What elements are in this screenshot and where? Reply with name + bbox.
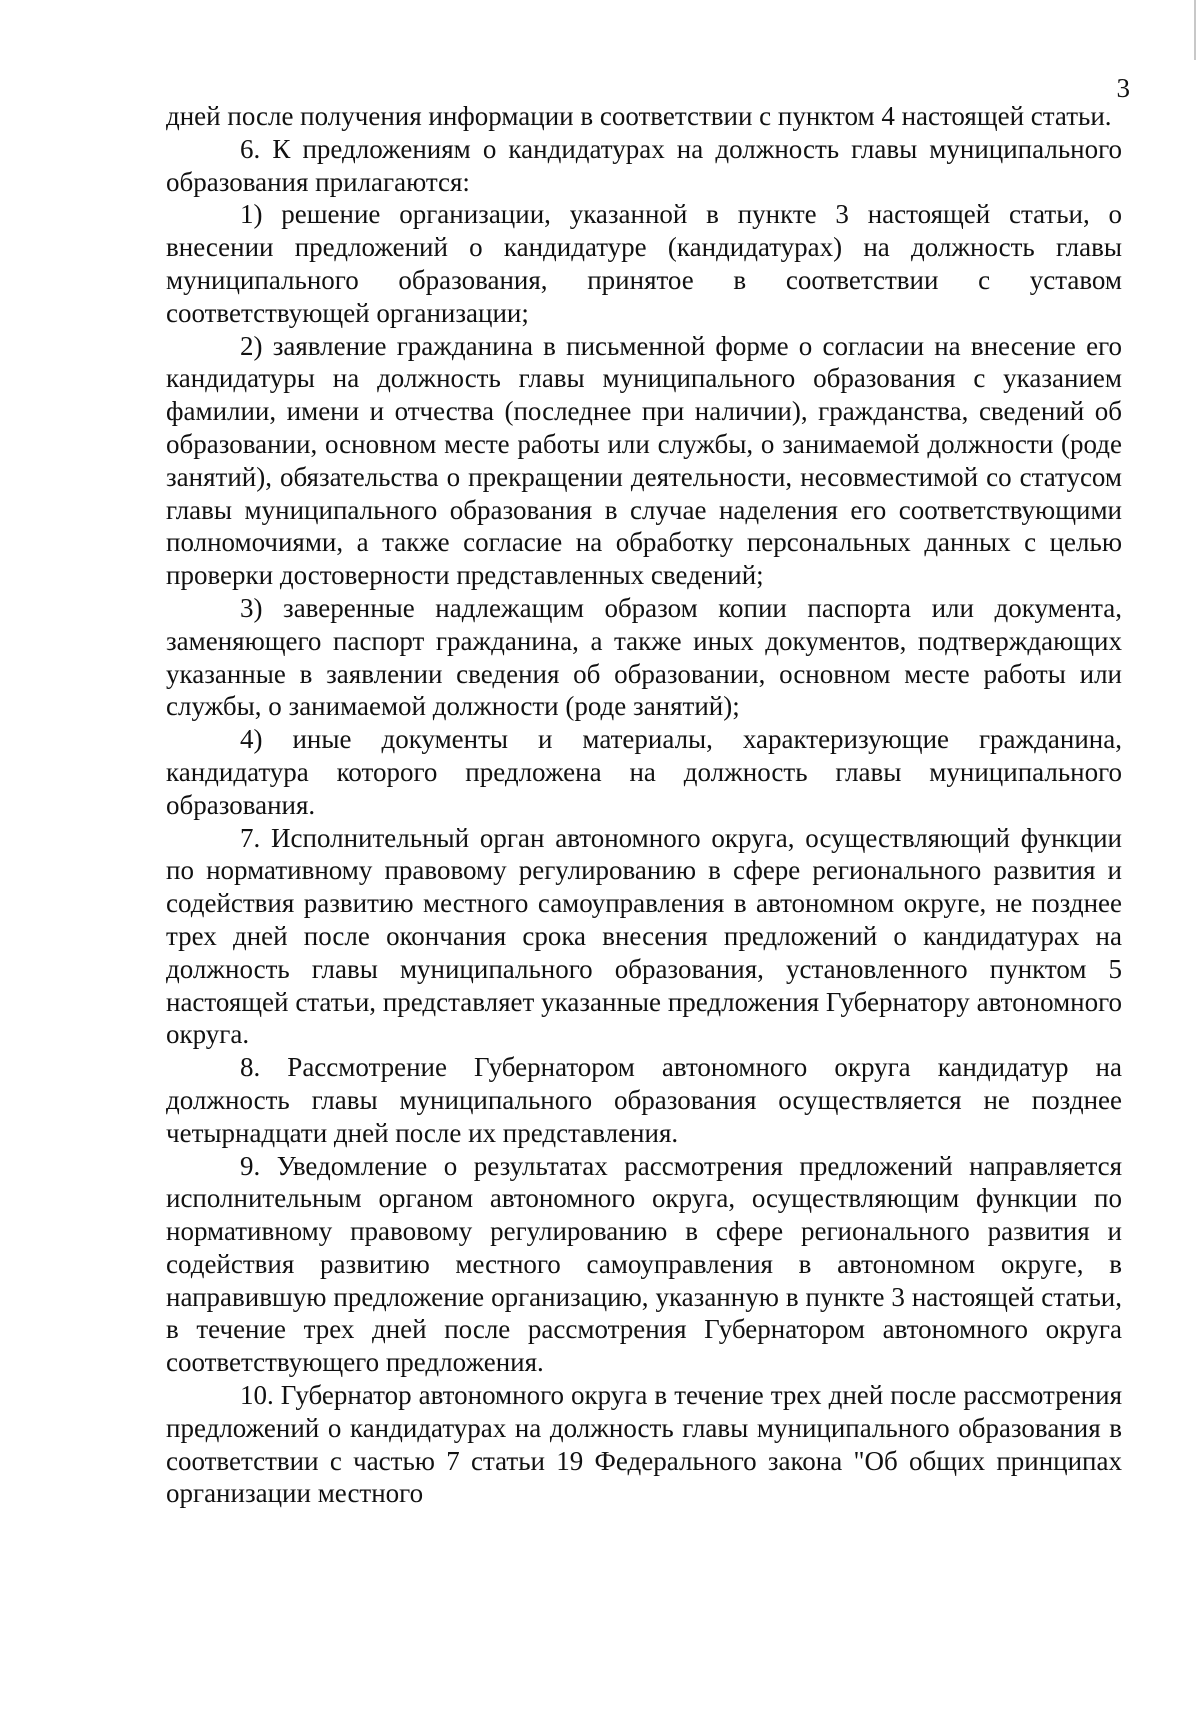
scan-edge-mark <box>1194 0 1196 60</box>
paragraph-clause-7: 7. Исполнительный орган автономного округа, осуществляющий функции по нормативному правовому регулированию в сфере регионального развития и содействия развитию местного самоуправления в автономном округе, не позднее трех дней после окончания срока внесения предложений о кандидатурах на должность главы муниципального образования, установленного пунктом 5 настоящей статьи, представляет указанные предложения Губернатору автономного округа. <box>166 822 1122 1050</box>
document-body <box>166 100 1122 1510</box>
paragraph-item-2: 2) заявление гражданина в письменной форме о согласии на внесение его кандидатуры на должность главы муниципального образования с указанием фамилии, имени и отчества (последнее при наличии), гражданства, сведений об образовании, основном месте работы или службы, о занимаемой должности (роде занятий), обязательства о прекращении деятельности, несовместимой со статусом главы муниципального образования в случае наделения его соответствующими полномочиями, а также согласие на обработку персональных данных с целью проверки достоверности представленных сведений; <box>166 330 1122 591</box>
paragraph-continuation: дней после получения информации в соответствии с пунктом 4 настоящей статьи. <box>166 101 1112 131</box>
paragraph-clause-8: 8. Рассмотрение Губернатором автономного округа кандидатур на должность главы муниципального образования осуществляется не позднее четырнадцати дней после их представления. <box>166 1052 1122 1148</box>
paragraph-item-4: 4) иные документы и материалы, характеризующие гражданина, кандидатура которого предложена на должность главы муниципального образования. <box>166 724 1122 820</box>
paragraph-clause-9: 9. Уведомление о результатах рассмотрения предложений направляется исполнительным органом автономного округа, осуществляющим функции по нормативному правовому регулированию в сфере регионального развития и содействия развитию местного самоуправления в автономном округе, в направившую предложение организацию, указанную в пункте 3 настоящей статьи, в течение трех дней после рассмотрения Губернатором автономного округа соответствующего предложения. <box>166 1150 1122 1378</box>
paragraph-item-1: 1) решение организации, указанной в пункте 3 настоящей статьи, о внесении предложений о кандидатуре (кандидатурах) на должность главы муниципального образования, принятое в соответствии с уставом соответствующей организации; <box>166 199 1122 328</box>
paragraph-item-3: 3) заверенные надлежащим образом копии паспорта или документа, заменяющего паспорт гражданина, а также иных документов, подтверждающих указанные в заявлении сведения об образовании, основном месте работы или службы, о занимаемой должности (роде занятий); <box>166 592 1122 722</box>
page-number: 3 <box>1116 73 1130 103</box>
paragraph-clause-10: 10. Губернатор автономного округа в течение трех дней после рассмотрения предложений о кандидатурах на должность главы муниципального образования в соответствии с частью 7 статьи 19 Федерального закона "Об общих принципах организации местного <box>166 1380 1122 1509</box>
paragraph-clause-6: 6. К предложениям о кандидатурах на должность главы муниципального образования прилагаются: <box>166 133 1122 197</box>
